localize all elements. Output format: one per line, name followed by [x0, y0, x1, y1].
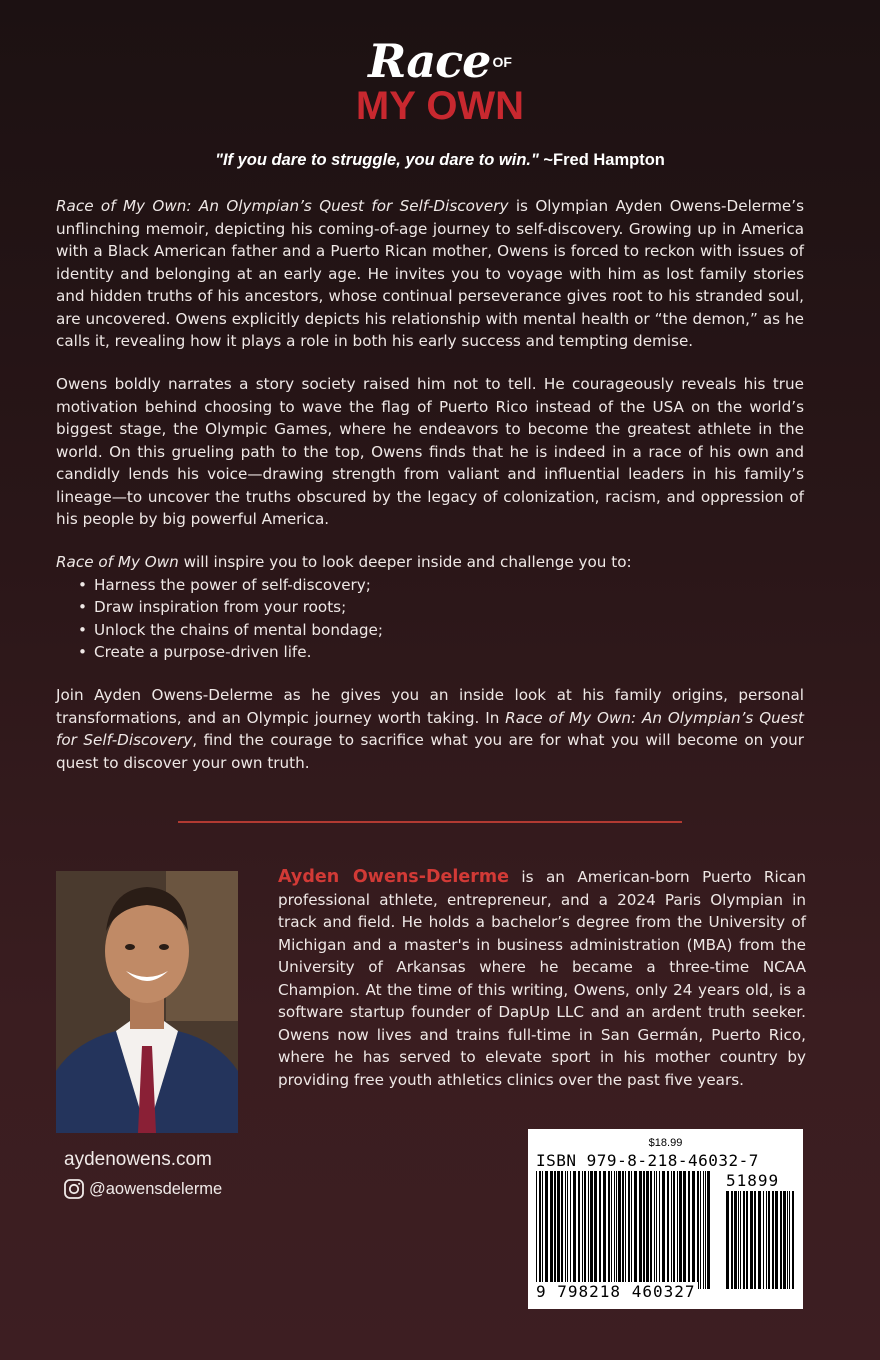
- book-title-inline: Race of My Own: [56, 553, 179, 571]
- barcode-bar: [608, 1171, 610, 1289]
- barcode-bar: [542, 1171, 543, 1289]
- barcode-bar: [707, 1171, 710, 1289]
- logo-race: Race: [368, 34, 491, 88]
- barcode-bar: [700, 1171, 701, 1289]
- author-photo: [56, 871, 238, 1133]
- author-bio: [278, 866, 806, 1091]
- list-item: • Create a purpose-driven life.: [94, 641, 804, 664]
- barcode-bar: [754, 1191, 756, 1289]
- barcode-bar: [578, 1171, 580, 1289]
- barcode-bar: [594, 1171, 597, 1289]
- list-item: • Unlock the chains of mental bondage;: [94, 619, 804, 642]
- barcode-bar: [697, 1171, 699, 1289]
- barcode-bar: [703, 1171, 704, 1289]
- barcode-bar: [614, 1171, 615, 1289]
- barcode-bar: [683, 1171, 686, 1289]
- barcode-bar: [643, 1171, 645, 1289]
- barcode-bar: [599, 1171, 601, 1289]
- barcode-bar: [557, 1171, 560, 1289]
- book-title-inline: Race of My Own: An Olympian’s Quest for Self-Discovery: [56, 708, 804, 749]
- barcode-bar: [792, 1191, 794, 1289]
- barcode-bar: [631, 1171, 632, 1289]
- barcode-bar: [783, 1191, 786, 1289]
- barcode-bar: [618, 1171, 621, 1289]
- ean13-bars: [536, 1171, 712, 1289]
- list-item: • Draw inspiration from your roots;: [94, 596, 804, 619]
- barcode-bar: [611, 1171, 612, 1289]
- barcode-bar: [750, 1191, 753, 1289]
- barcode-bar: [677, 1171, 678, 1289]
- logo-of: OF: [492, 54, 512, 70]
- barcode-bar: [731, 1191, 733, 1289]
- isbn-label: ISBN 979-8-218-46032-7: [536, 1151, 759, 1170]
- barcode-bar: [573, 1171, 576, 1289]
- barcode-bar: [536, 1171, 537, 1289]
- barcode-bar: [545, 1171, 548, 1289]
- barcode-bar: [772, 1191, 774, 1289]
- book-logo: [0, 34, 880, 128]
- barcode-bar: [758, 1191, 761, 1289]
- barcode-bar: [565, 1171, 566, 1289]
- barcode-bar: [740, 1191, 741, 1289]
- barcode-bar: [775, 1191, 778, 1289]
- author-website[interactable]: aydenowens.com: [64, 1149, 212, 1170]
- benefits-list: [56, 574, 804, 664]
- barcode-bar: [789, 1191, 790, 1289]
- barcode-bar: [550, 1171, 553, 1289]
- barcode-bar: [667, 1171, 669, 1289]
- barcode-bar: [787, 1191, 788, 1289]
- barcode-bar: [616, 1171, 617, 1289]
- paragraph-text: Join Ayden Owens-Delerme as he gives you an inside look at his family origins, personal transformations, and an Olympic journey worth taking. In: [56, 686, 804, 727]
- quote-text: "If you dare to struggle, you dare to win.": [215, 151, 539, 169]
- paragraph-text: is Olympian Ayden Owens-Delerme’s unflinching memoir, depicting his coming-of-age journey to self-discovery. Growing up in America with a Black American father and a Puerto Rican mother, Owens is forced to reckon with issues of identity and belonging at an early age. He invites you to voyage with him as lost family stories and hidden truths of his ancestors, whose continual perseverance gives root to his stranded soul, are uncovered. Owens explicitly depicts his relationship with mental health or “the demon,” as he calls it, revealing how it plays a role in both his early success and tempting demise.: [56, 197, 804, 350]
- price-addon-bars: [726, 1191, 796, 1289]
- barcode-bar: [780, 1191, 782, 1289]
- barcode-bar: [622, 1171, 624, 1289]
- barcode-bar: [639, 1171, 642, 1289]
- barcode-bar: [654, 1171, 655, 1289]
- barcode-bar: [766, 1191, 767, 1289]
- author-instagram[interactable]: [63, 1178, 222, 1200]
- barcode-bar: [679, 1171, 682, 1289]
- instagram-handle: @aowensdelerme: [89, 1179, 223, 1198]
- barcode-bar: [726, 1191, 729, 1289]
- barcode-bar: [671, 1171, 672, 1289]
- barcode-bar: [539, 1171, 541, 1289]
- barcode-bar: [567, 1171, 568, 1289]
- barcode-bar: [646, 1171, 649, 1289]
- barcode-bar: [738, 1191, 739, 1289]
- barcode-price: $18.99: [648, 1137, 683, 1149]
- isbn-barcode: [528, 1129, 803, 1309]
- quote-attribution: ~Fred Hampton: [538, 151, 665, 169]
- book-title-inline: Race of My Own: An Olympian’s Quest for Self-Discovery: [56, 197, 509, 215]
- paragraph-text: will inspire you to look deeper inside and challenge you to:: [178, 553, 632, 571]
- list-item: • Harness the power of self-discovery;: [94, 574, 804, 597]
- barcode-bar: [628, 1171, 630, 1289]
- barcode-bar: [588, 1171, 589, 1289]
- paragraph-text: Owens boldly narrates a story society raised him not to tell. He courageously reveals his true motivation behind choosing to wave the flag of Puerto Rico instead of the USA on the world’s biggest stage, the Olympic Games, where he endeavors to become the greatest athlete in the world. On this grueling path to the top, Owens finds that he is indeed in a race of his own and candidly lends his voice—drawing strength from valiant and influential leaders in his family’s lineage—to uncover the truths obscured by the legacy of colonization, racism, and oppression of his people by big powerful America.: [56, 375, 804, 528]
- section-divider: [178, 821, 682, 823]
- barcode-bar: [743, 1191, 745, 1289]
- barcode-bar: [768, 1191, 770, 1289]
- isbn-digits: 9 798218 460327: [536, 1282, 696, 1301]
- barcode-bar: [746, 1191, 748, 1289]
- barcode-bar: [650, 1171, 652, 1289]
- synopsis-paragraph-1: [56, 195, 804, 353]
- barcode-bar: [763, 1191, 764, 1289]
- price-code: 51899: [726, 1171, 780, 1190]
- barcode-bar: [692, 1171, 695, 1289]
- barcode-bar: [561, 1171, 563, 1289]
- barcode-bar: [590, 1171, 593, 1289]
- synopsis-paragraph-3: [56, 551, 804, 664]
- barcode-bar: [582, 1171, 583, 1289]
- epigraph-quote: [0, 151, 880, 170]
- barcode-bar: [656, 1171, 657, 1289]
- barcode-bar: [705, 1171, 706, 1289]
- author-portrait-illustration: [56, 871, 238, 1133]
- barcode-bar: [554, 1171, 556, 1289]
- barcode-bar: [659, 1171, 660, 1289]
- barcode-bar: [662, 1171, 665, 1289]
- barcode-bar: [734, 1191, 737, 1289]
- barcode-bar: [603, 1171, 606, 1289]
- barcode-bar: [673, 1171, 675, 1289]
- bio-text: is an American-born Puerto Rican professional athlete, entrepreneur, and a 2024 Paris Olympian in track and field. He holds a bachelor’s degree from the University of Michigan and a master's in business administration (MBA) from the University of Arkansas where he became a three-time NCAA Champion. At the time of this writing, Owens, only 24 years old, is a software startup founder of DapUp LLC and an ardent truth seeker. Owens now lives and trains full-time in San Germán, Puerto Rico, where he has served to elevate sport in his mother country by providing free youth athletics clinics over the past five years.: [278, 868, 806, 1089]
- barcode-bar: [625, 1171, 626, 1289]
- barcode-bar: [570, 1171, 571, 1289]
- instagram-icon: [63, 1178, 85, 1200]
- author-name: Ayden Owens-Delerme: [278, 867, 509, 887]
- barcode-bar: [634, 1171, 637, 1289]
- synopsis-paragraph-4: [56, 684, 804, 774]
- barcode-bar: [688, 1171, 690, 1289]
- logo-my-own: MY OWN: [355, 84, 525, 128]
- synopsis-paragraph-2: [56, 373, 804, 531]
- barcode-bar: [584, 1171, 586, 1289]
- paragraph-text: , find the courage to sacrifice what you are for what you will become on your quest to discover your own truth.: [56, 731, 804, 772]
